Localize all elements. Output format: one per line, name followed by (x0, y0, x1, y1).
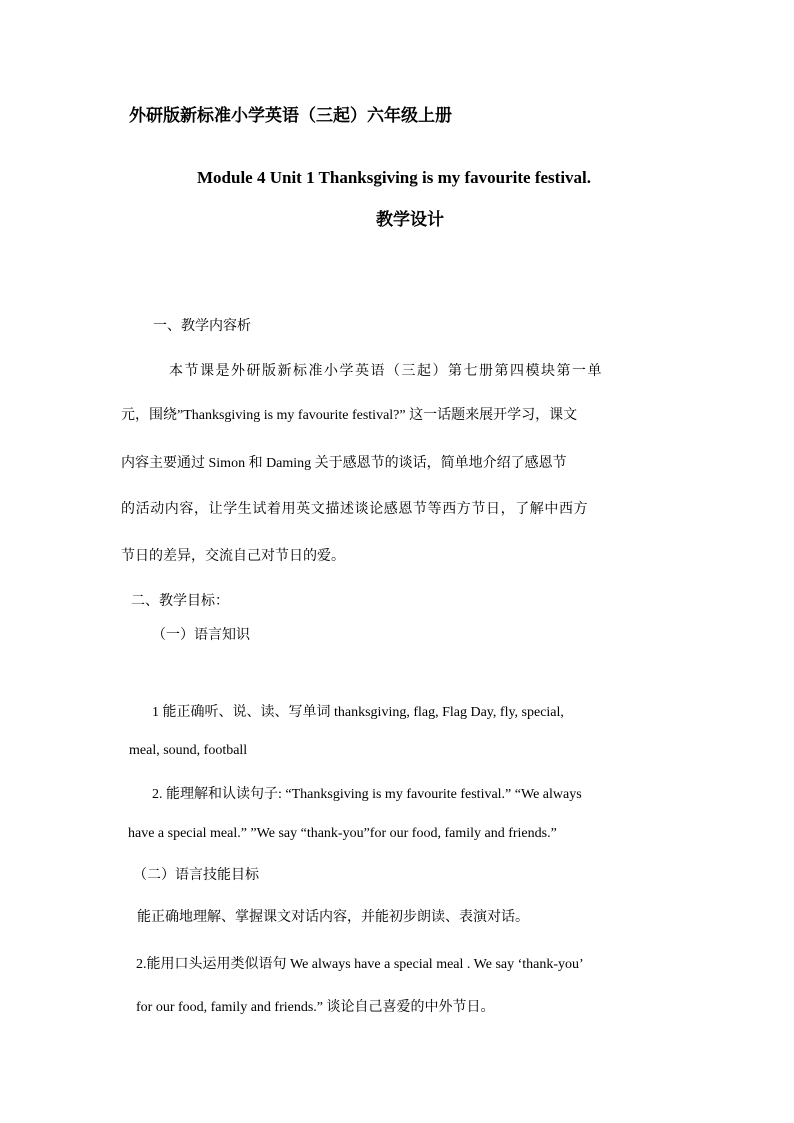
section1-line-1: 本节课是外研版新标准小学英语（三起）第七册第四模块第一单 (169, 363, 603, 379)
section1-line-4: 的活动内容，让学生试着用英文描述谈论感恩节等西方节日，了解中西方 (121, 501, 589, 517)
section1-heading: 一、教学内容析 (153, 318, 251, 334)
skills-item-2-line-1: 2.能用口头运用类似语句 We always have a special meal . We say ‘thank-you’ (136, 957, 584, 972)
objective-item-2-line-1: 2. 能理解和认读句子: “Thanksgiving is my favourite festival.” “We always (152, 787, 582, 802)
skills-item-1: 能正确地理解、掌握课文对话内容，并能初步朗读、表演对话。 (137, 909, 529, 925)
objective-item-1-line-2: meal, sound, football (129, 743, 248, 758)
section1-line-3: 内容主要通过 Simon 和 Daming 关于感恩节的谈话，简单地介绍了感恩节 (121, 456, 567, 471)
section1-line-2: 元，围绕”Thanksgiving is my favourite festival?” 这一话题来展开学习，课文 (121, 408, 578, 423)
section2-heading: 二、教学目标： (131, 593, 229, 609)
language-knowledge-heading: （一）语言知识 (152, 627, 250, 643)
document-title: 外研版新标准小学英语（三起）六年级上册 (129, 106, 452, 126)
language-skills-heading: （二）语言技能目标 (133, 867, 259, 883)
objective-item-2-line-2: have a special meal.” ”We say “thank-you”for our food, family and friends.” (128, 826, 557, 841)
skills-item-2-line-2: for our food, family and friends.” 谈论自己喜爱的中外节日。 (136, 1000, 495, 1015)
lesson-subtitle: Module 4 Unit 1 Thanksgiving is my favourite festival. (197, 168, 592, 187)
objective-item-1-line-1: 1 能正确听、说、读、写单词 thanksgiving, flag, Flag Day, fly, special, (152, 705, 564, 720)
section1-line-5: 节日的差异，交流自己对节日的爱。 (121, 548, 345, 564)
design-heading: 教学设计 (376, 210, 444, 230)
